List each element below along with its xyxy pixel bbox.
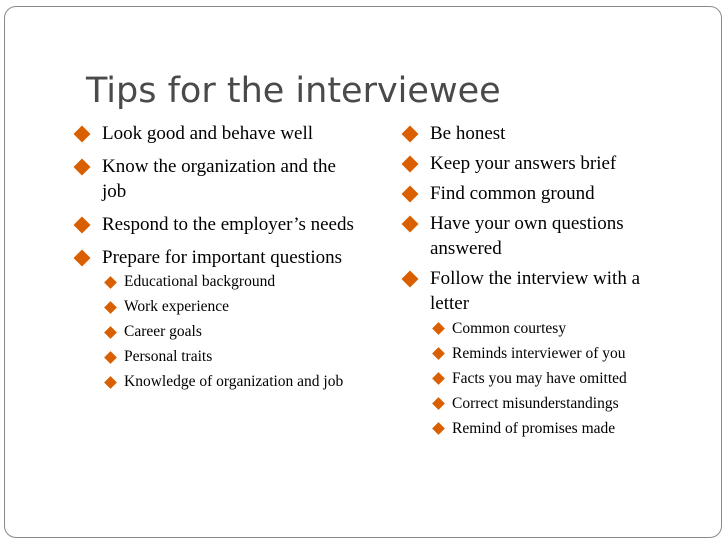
diamond-bullet-icon [104,301,117,314]
bullet-text: Find common ground [430,183,595,204]
bullet-text: Follow the interview with a letter [430,268,641,314]
sub-bullet-text: Common courtesy [452,320,567,337]
sub-bullet-item [430,343,678,364]
sub-bullet-item [102,297,362,317]
bullet-text: Be honest [430,123,506,144]
diamond-bullet-icon [74,217,91,234]
diamond-bullet-icon [432,422,445,435]
sub-bullet-item [102,322,362,342]
sub-bullet-text: Educational background [124,273,276,290]
diamond-bullet-icon [432,397,445,410]
bullet-text: Respond to the employer’s needs [102,214,354,235]
sub-bullet-item [430,368,678,389]
bullet-item [398,121,678,146]
bullet-item [70,212,362,237]
bullet-item [398,266,678,439]
bullet-item [70,121,362,146]
diamond-bullet-icon [402,216,419,233]
bullet-text: Prepare for important questions [102,247,343,268]
sub-bullet-item [102,372,362,392]
diamond-bullet-icon [402,271,419,288]
sub-bullet-list [430,318,678,439]
sub-bullet-text: Reminds interviewer of you [452,345,626,362]
diamond-bullet-icon [74,159,91,176]
sub-bullet-text: Facts you may have omitted [452,370,627,387]
diamond-bullet-icon [432,347,445,360]
sub-bullet-item [430,418,678,439]
sub-bullet-list [102,272,362,392]
diamond-bullet-icon [74,126,91,143]
sub-bullet-text: Work experience [124,298,230,315]
bullet-item [398,181,678,206]
diamond-bullet-icon [104,276,117,289]
sub-bullet-item [102,347,362,367]
slide-title: Tips for the interviewee [86,71,501,111]
diamond-bullet-icon [74,250,91,267]
diamond-bullet-icon [432,372,445,385]
sub-bullet-item [102,272,362,292]
diamond-bullet-icon [432,322,445,335]
left-bullet-list [70,121,362,400]
sub-bullet-text: Correct misunderstandings [452,395,619,412]
diamond-bullet-icon [402,156,419,173]
sub-bullet-text: Personal traits [124,348,213,365]
right-bullet-list [398,121,678,444]
bullet-item [398,151,678,176]
diamond-bullet-icon [104,351,117,364]
sub-bullet-text: Knowledge of organization and job [124,373,344,390]
bullet-text: Know the organization and the job [102,156,336,202]
bullet-text: Keep your answers brief [430,153,617,174]
bullet-item [398,211,678,261]
bullet-item [70,245,362,392]
diamond-bullet-icon [402,126,419,143]
diamond-bullet-icon [402,186,419,203]
sub-bullet-text: Career goals [124,323,202,340]
sub-bullet-text: Remind of promises made [452,420,616,437]
bullet-item [70,154,362,204]
sub-bullet-item [430,393,678,414]
bullet-text: Look good and behave well [102,123,314,144]
diamond-bullet-icon [104,326,117,339]
sub-bullet-item [430,318,678,339]
diamond-bullet-icon [104,376,117,389]
bullet-text: Have your own questions answered [430,213,624,259]
